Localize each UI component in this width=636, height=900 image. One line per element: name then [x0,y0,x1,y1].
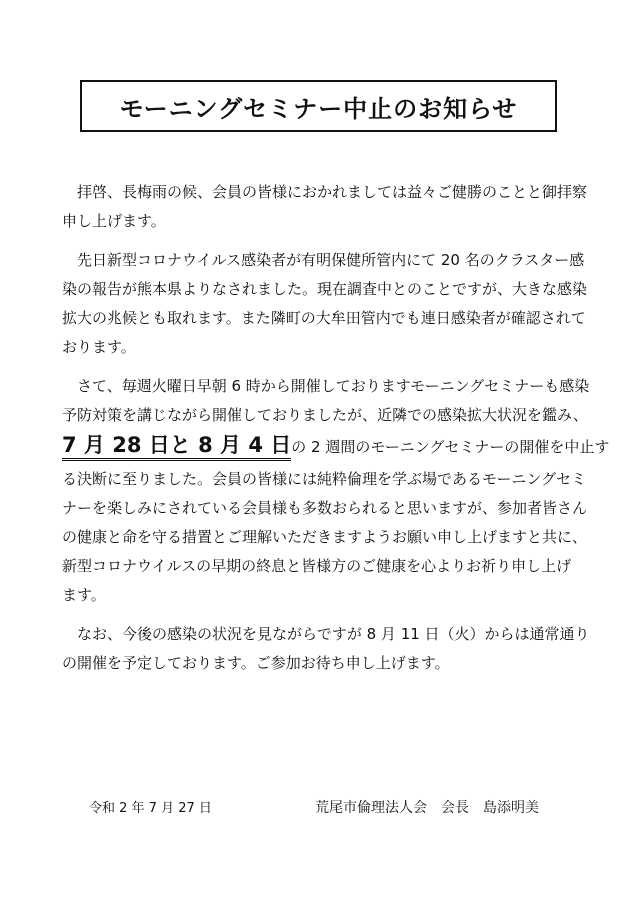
text-line: 新型コロナウイルスの早期の終息と皆様方のご健康を心よりお祈り申し上げ [62,557,572,575]
text-line: の健康と命を守る措置とご理解いただきますようお願い申し上げますと共に、 [62,528,588,546]
text-line: 染の報告が熊本県よりなされました。現在調査中とのことですが、大きな感染 [62,280,588,298]
cancelled-dates: 7 月 28 日と 8 月 4 日 [62,432,291,461]
page-title: モーニングセミナー中止のお知らせ [119,94,518,123]
text-line: なお、今後の感染の状況を見ながらですが 8 月 11 日（火）からは通常通り [77,625,590,643]
sender-organization: 荒尾市倫理法人会 会長 島添明美 [315,800,539,816]
paragraph-greeting [62,178,588,236]
text-line: おります。 [62,338,136,356]
text-line: る決断に至りました。会員の皆様には純粋倫理を学ぶ場であるモーニングセミ [62,470,587,488]
text-line: 予防対策を講じながら開催しておりましたが、近隣での感染拡大状況を鑑み、 [62,406,588,424]
text-line: ます。 [62,586,106,604]
signature-block [0,797,636,821]
paragraph-cancellation [62,372,610,610]
notice-body [62,178,610,678]
text-line: 先日新型コロナウイルス感染者が有明保健所管内にて 20 名のクラスター感 [77,251,585,269]
text-line: 申し上げます。 [62,212,166,230]
highlight-line [62,430,610,465]
title-box [80,80,557,132]
notice-date: 令和 2 年 7 月 27 日 [89,801,212,816]
paragraph-outbreak [62,246,588,362]
text-line: ナーを楽しみにされている会員様も多数おられると思いますが、参加者皆さん [62,499,588,517]
paragraph-resumption [62,620,590,678]
text-line: の開催を予定しております。ご参加お待ち申し上げます。 [62,654,450,672]
text-line: さて、毎週火曜日早朝 6 時から開催しておりますモーニングセミナーも感染 [77,377,590,395]
text-line: 拝啓、長梅雨の候、会員の皆様におかれましては益々ご健勝のことと御拝察 [77,183,588,201]
text-line: 拡大の兆候とも取れます。また隣町の大牟田管内でも連日感染者が確認されて [62,309,586,327]
text-fragment: の 2 週間のモーニングセミナーの開催を中止す [291,438,610,456]
